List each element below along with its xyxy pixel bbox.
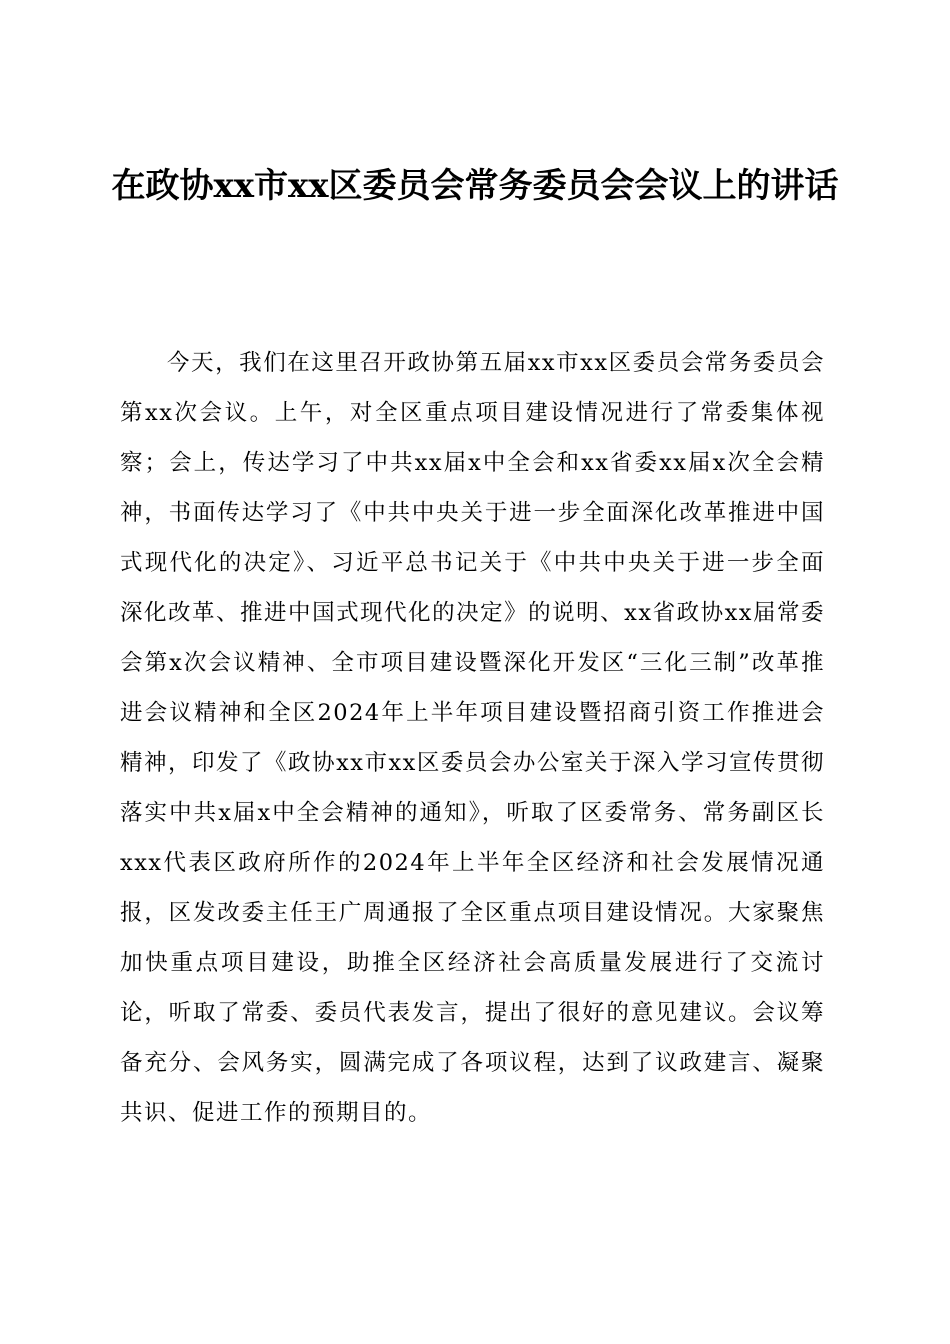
body-paragraph: 今天，我们在这里召开政协第五届xx市xx区委员会常务委员会第xx次会议。上午，对全区重点项目建设情况进行了常委集体视察；会上，传达学习了中共xx届x中全会和xx省委xx届x次全会精神，书面传达学习了《中共中央关于进一步全面深化改革推进中国式现代化的决定》、习近平总书记关于《中共中央关于进一步全面深化改革、推进中国式现代化的决定》的说明、xx省政协xx届常委会第x次会议精神、全市项目建设暨深化开发区“三化三制”改革推进会议精神和全区2024年上半年项目建设暨招商引资工作推进会精神，印发了《政协xx市xx区委员会办公室关于深入学习宣传贯彻落实中共x届x中全会精神的通知》，听取了区委常务、常务副区长xxx代表区政府所作的2024年上半年全区经济和社会发展情况通报，区发改委主任王广周通报了全区重点项目建设情况。大家聚焦加快重点项目建设，助推全区经济社会高质量发展进行了交流讨论，听取了常委、委员代表发言，提出了很好的意见建议。会议筹备充分、会风务实，圆满完成了各项议程，达到了议政建言、凝聚共识、促进工作的预期目的。 (120, 350, 825, 1126)
document-title: 在政协xx市xx区委员会常务委员会会议上的讲话 (111, 166, 839, 206)
